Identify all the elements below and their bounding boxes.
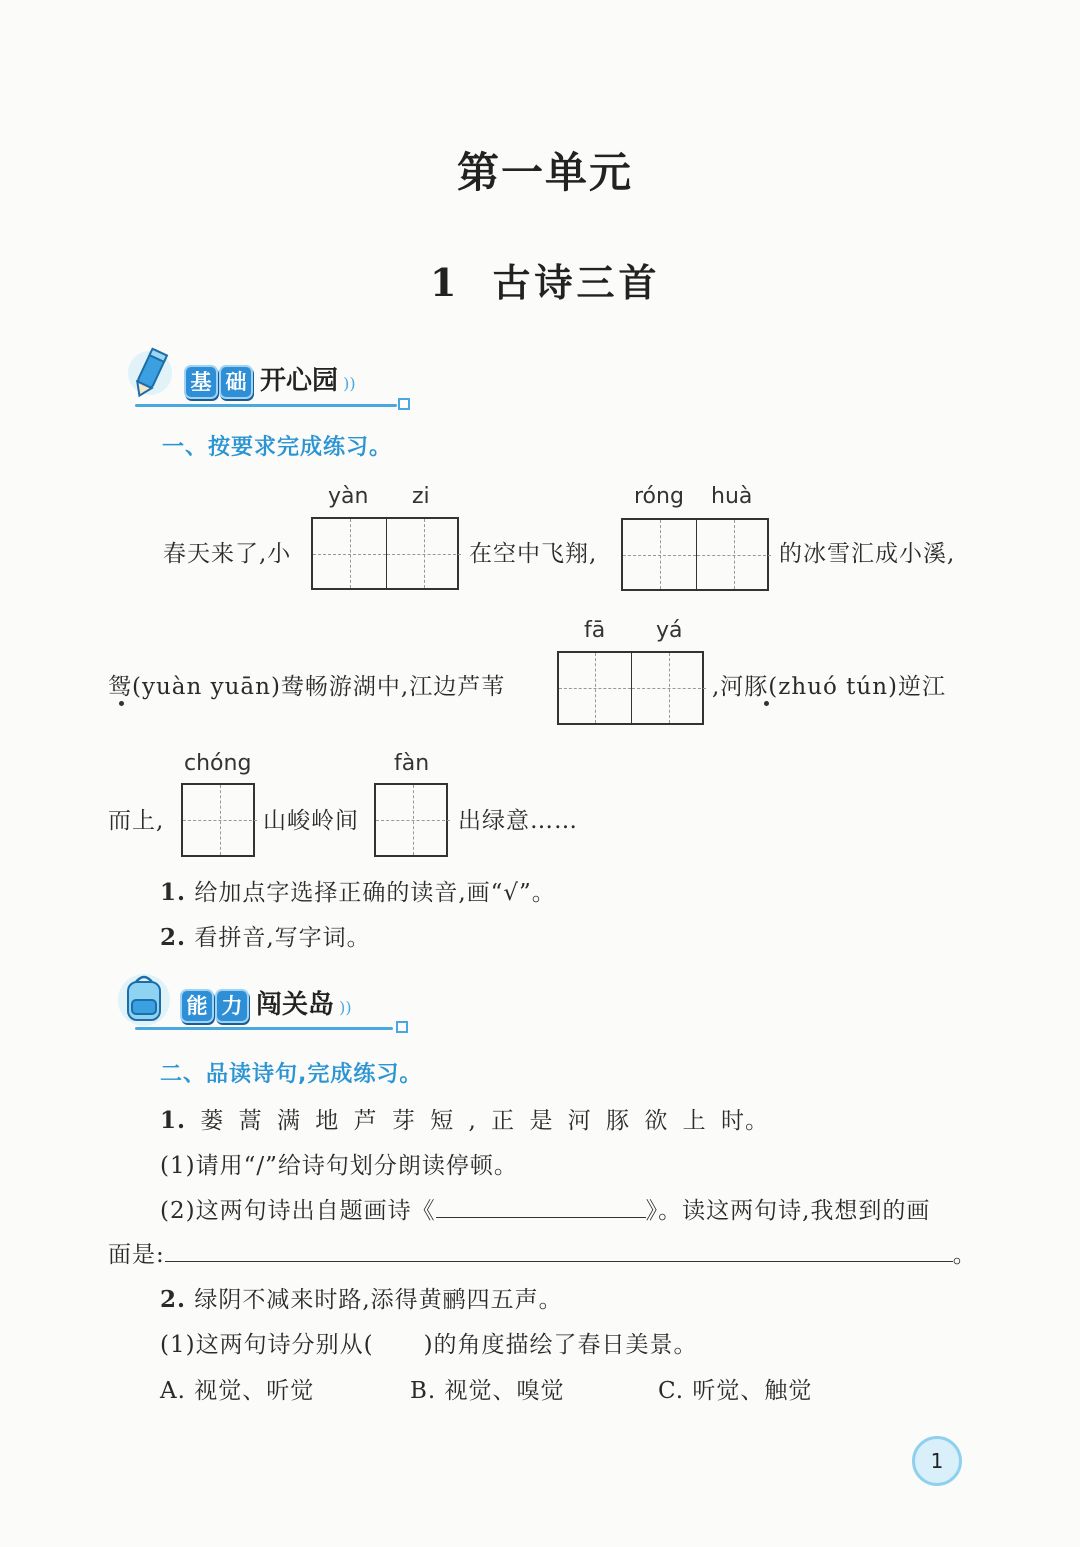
section2-q1-sub1: (1)请用“/”给诗句划分朗读停顿。 <box>160 1153 518 1179</box>
q1-sub2-end: 。 <box>952 1242 977 1268</box>
section2-q2-poem <box>160 1281 563 1314</box>
q1-poem-text: 蒌 蒿 满 地 芦 芽 短 , 正 是 河 豚 欲 上 时。 <box>200 1108 769 1134</box>
answer-grid-fan[interactable] <box>374 783 448 857</box>
badge-basics-name: 开心园 <box>260 366 339 396</box>
sound-wave-icon: )) <box>339 998 352 1017</box>
answer-grid-ronghua[interactable] <box>621 518 769 591</box>
unit-title: 第一单元 <box>456 148 633 197</box>
q2-sub1-text-b: )的角度描绘了春日美景。 <box>423 1332 698 1358</box>
badge-ability-underline <box>135 1027 393 1030</box>
line1-text-a: 春天来了,小 <box>163 541 292 567</box>
backpack-icon <box>114 968 164 1018</box>
q2-number: 2. <box>160 1286 187 1313</box>
badge-basics-underline <box>135 404 397 407</box>
pencil-icon <box>125 346 175 396</box>
section1-q1 <box>160 874 556 907</box>
lesson-title <box>430 252 660 307</box>
lesson-name: 古诗三首 <box>492 260 661 305</box>
answer-grid-chong[interactable] <box>181 783 255 857</box>
option-b[interactable]: B. 视觉、嗅觉 <box>410 1378 565 1404</box>
q1-text: 给加点字选择正确的读音,画“√”。 <box>194 880 556 906</box>
line3-text-c: 出绿意…… <box>458 808 578 834</box>
q2-number: 2. <box>160 924 187 951</box>
badge-ability-char-2: 力 <box>215 989 249 1023</box>
pinyin-chong: chóng <box>184 751 252 776</box>
poem-title-blank[interactable] <box>436 1195 646 1218</box>
q2-poem-text: 绿阴不减来时路,添得黄鹂四五声。 <box>194 1287 563 1313</box>
picture-description-blank[interactable] <box>165 1239 953 1262</box>
page-number: 1 <box>912 1436 962 1486</box>
line2-text-a: 鸳(yuàn yuān)鸯畅游湖中,江边芦苇 <box>108 674 506 700</box>
line1-text-b: 在空中飞翔, <box>469 541 598 567</box>
line2-text-b: ,河豚(zhuó tún)逆江 <box>712 674 947 700</box>
badge-line-end-icon <box>396 1021 408 1033</box>
pinyin-rong: róng <box>634 484 684 509</box>
q2-sub1-text-a: (1)这两句诗分别从( <box>160 1332 374 1358</box>
pinyin-zi: zi <box>412 484 430 509</box>
section2-q1-sub2-cont <box>108 1236 977 1269</box>
section1-heading: 一、按要求完成练习。 <box>162 435 393 460</box>
sound-wave-icon: )) <box>343 374 356 393</box>
q1-sub2-text-b: 》。读这两句诗,我想到的画 <box>645 1198 931 1224</box>
section2-q1-sub2 <box>160 1192 930 1225</box>
line3-text-b: 山峻岭间 <box>263 808 359 834</box>
line1-text-c: 的冰雪汇成小溪, <box>779 541 956 567</box>
section2-q2-sub1 <box>160 1326 698 1359</box>
emphasis-dot <box>119 701 124 706</box>
section2-heading: 二、品读诗句,完成练习。 <box>160 1062 423 1087</box>
answer-grid-faya[interactable] <box>557 651 704 725</box>
line3-text-a: 而上, <box>108 808 165 834</box>
option-a[interactable]: A. 视觉、听觉 <box>160 1378 315 1404</box>
pinyin-yan: yàn <box>328 484 369 509</box>
pinyin-hua: huà <box>711 484 753 509</box>
q1-sub2-text-c: 面是: <box>108 1242 165 1268</box>
pinyin-fan: fàn <box>394 751 430 776</box>
q1-number: 1. <box>160 1107 187 1134</box>
q1-number: 1. <box>160 879 187 906</box>
emphasis-dot <box>764 701 769 706</box>
badge-basics-char-1: 基 <box>184 365 218 399</box>
badge-ability-name: 闯关岛 <box>256 990 335 1020</box>
option-c[interactable]: C. 听觉、触觉 <box>658 1378 813 1404</box>
q1-sub2-text-a: (2)这两句诗出自题画诗《 <box>160 1198 436 1224</box>
badge-line-end-icon <box>398 398 410 410</box>
section2-q1-poem <box>160 1102 769 1135</box>
badge-ability <box>180 984 352 1023</box>
lesson-number: 1 <box>430 260 457 305</box>
answer-grid-yanzi[interactable] <box>311 517 459 590</box>
pinyin-fa: fā <box>584 618 606 643</box>
pinyin-ya: yá <box>656 618 683 643</box>
badge-ability-char-1: 能 <box>180 989 214 1023</box>
badge-basics-char-2: 础 <box>219 365 253 399</box>
q2-text: 看拼音,写字词。 <box>194 925 371 951</box>
badge-basics <box>184 360 356 399</box>
section1-q2 <box>160 919 371 952</box>
